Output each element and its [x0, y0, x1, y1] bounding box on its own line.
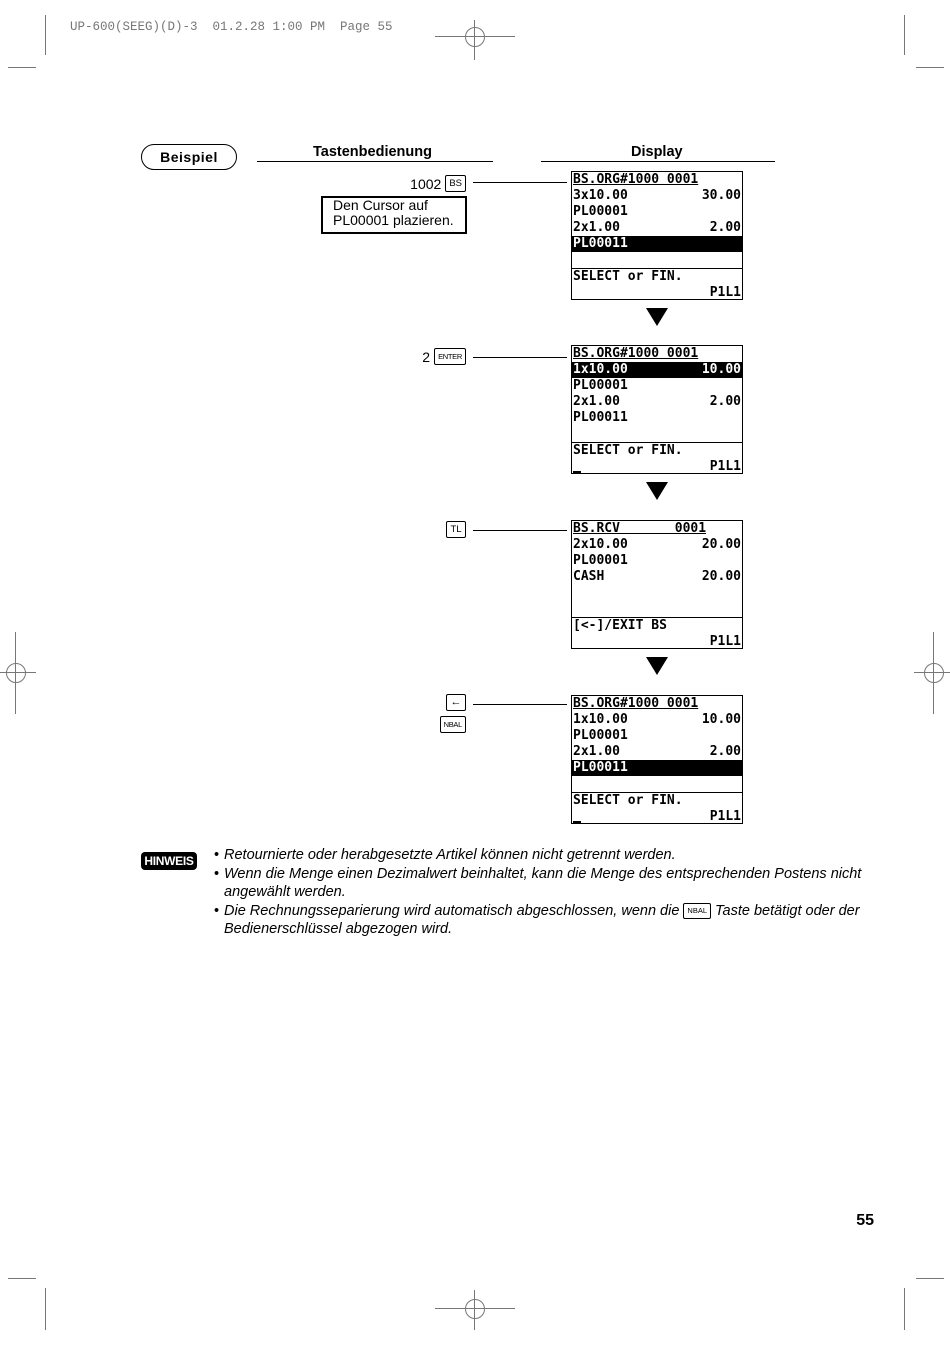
- display-line: P1L1: [572, 459, 742, 475]
- display-line: PL00001: [573, 728, 628, 743]
- note-line: PL00001 plazieren.: [333, 212, 454, 228]
- display-line: [572, 585, 742, 601]
- registration-line: [474, 20, 475, 60]
- lcd-display-step-4: [571, 695, 743, 824]
- print-header: UP-600(SEEG)(D)-3 01.2.28 1:00 PM Page 55: [70, 20, 393, 34]
- registration-mark: [465, 27, 485, 47]
- display-line-highlighted: PL00011: [572, 236, 742, 252]
- key-sequence-step-3: [446, 521, 466, 538]
- registration-line: [435, 36, 515, 37]
- lcd-display-step-2: [571, 345, 743, 474]
- crop-mark: [916, 1278, 944, 1279]
- display-line: [572, 252, 742, 269]
- crop-mark: [8, 67, 36, 68]
- crop-mark: [904, 1288, 905, 1330]
- display-line: [572, 426, 742, 443]
- enter-key: ENTER: [434, 348, 466, 365]
- key-sequence-step-1: [410, 175, 466, 192]
- lcd-display-step-1: [571, 171, 743, 300]
- display-line: BS.ORG#1000 0001: [573, 696, 699, 711]
- registration-mark: [6, 663, 26, 683]
- registration-line: [914, 672, 950, 673]
- key-sequence-step-4: [440, 694, 466, 733]
- crop-mark: [8, 1278, 36, 1279]
- arrow-down-icon: [646, 308, 668, 326]
- display-line: PL00001: [573, 378, 628, 393]
- display-line-highlighted: 1x10.00 10.00: [573, 362, 741, 377]
- crop-mark: [904, 15, 905, 55]
- key-prefix: 1002: [410, 175, 442, 192]
- back-arrow-key: ←: [446, 694, 466, 711]
- note-text: Die Rechnungsseparierung wird automatisch abgeschlossen, wenn die: [224, 902, 680, 919]
- registration-mark: [465, 1299, 485, 1319]
- display-line: 2x1.00 2.00: [573, 744, 741, 759]
- display-line: BS.RCV 0001: [573, 521, 707, 536]
- crop-mark: [45, 15, 46, 55]
- tl-key: TL: [446, 521, 466, 538]
- display-line-highlighted: PL00011: [572, 760, 742, 776]
- crop-mark: [916, 67, 944, 68]
- display-line: P1L1: [709, 285, 741, 300]
- display-line: [<-]/EXIT BS: [573, 618, 667, 633]
- step-1-note: [321, 196, 467, 234]
- display-line: CASH 20.00: [573, 569, 741, 584]
- display-line: PL00001: [573, 553, 628, 568]
- key-prefix: 2: [422, 348, 431, 365]
- display-line: 1x10.00 10.00: [573, 712, 741, 727]
- display-line: SELECT or FIN.: [573, 793, 683, 808]
- notes-list: [214, 846, 864, 939]
- column-heading-keys: Tastenbedienung: [313, 144, 432, 160]
- display-line: 2x1.00 2.00: [573, 394, 741, 409]
- arrow-down-icon: [646, 657, 668, 675]
- crop-mark: [45, 1288, 46, 1330]
- display-line: PL00011: [573, 410, 628, 425]
- hinweis-badge: HINWEIS: [141, 852, 197, 870]
- registration-line: [15, 632, 16, 714]
- display-line: 2x10.00 20.00: [573, 537, 741, 552]
- nbal-key: NBAL: [440, 716, 466, 733]
- registration-line: [435, 1308, 515, 1309]
- leader-line: [473, 357, 567, 358]
- note-item: • Wenn die Menge einen Dezimalwert beinhaltet, kann die Menge des entsprechenden Postens nicht angewählt werden.: [214, 865, 864, 902]
- note-item: [214, 902, 864, 939]
- bs-key: BS: [445, 175, 466, 192]
- page-number: 55: [856, 1212, 874, 1229]
- column-heading-display: Display: [631, 144, 683, 160]
- display-line: 2x1.00 2.00: [573, 220, 741, 235]
- display-line: [572, 776, 742, 793]
- nbal-key: NBAL: [683, 903, 711, 919]
- note-line: Den Cursor auf: [333, 197, 428, 213]
- display-line: BS.ORG#1000 0001: [573, 346, 699, 361]
- key-sequence-step-2: [422, 348, 466, 365]
- cursor-mark: [573, 821, 581, 824]
- example-label: Beispiel: [141, 144, 237, 170]
- cursor-mark: [573, 471, 581, 474]
- heading-rule: [257, 161, 493, 162]
- heading-rule: [541, 161, 775, 162]
- lcd-display-step-3: [571, 520, 743, 649]
- registration-mark: [924, 663, 944, 683]
- leader-line: [473, 530, 567, 531]
- arrow-down-icon: [646, 482, 668, 500]
- display-line: PL00001: [573, 204, 628, 219]
- registration-line: [933, 632, 934, 714]
- display-line: SELECT or FIN.: [573, 269, 683, 284]
- display-line: P1L1: [709, 634, 741, 649]
- note-text: Taste betätigt oder der Bedienerschlüssel abgezogen wird.: [224, 902, 860, 937]
- leader-line: [473, 182, 567, 183]
- display-line: P1L1: [572, 809, 742, 825]
- registration-line: [0, 672, 36, 673]
- display-line: 3x10.00 30.00: [573, 188, 741, 203]
- display-line: SELECT or FIN.: [573, 443, 683, 458]
- display-line: BS.ORG#1000 0001: [573, 172, 699, 187]
- registration-line: [474, 1290, 475, 1330]
- note-item: • Retournierte oder herabgesetzte Artikel können nicht getrennt werden.: [214, 846, 864, 865]
- leader-line: [473, 704, 567, 705]
- display-line: [572, 601, 742, 618]
